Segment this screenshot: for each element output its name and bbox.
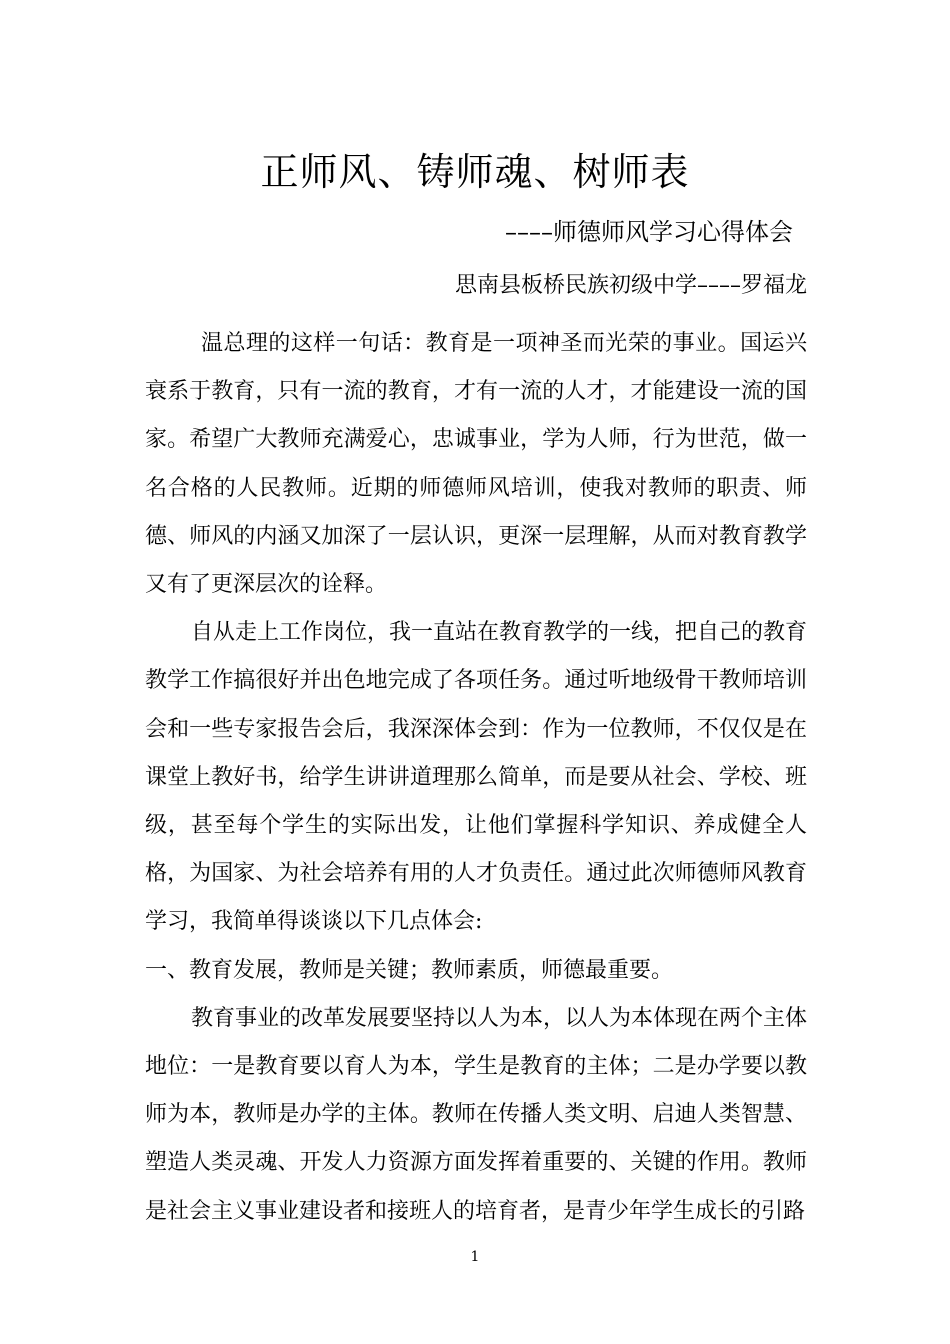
author-line: 思南县板桥民族初级中学––––罗福龙 (454, 273, 807, 298)
document-body (145, 320, 807, 1236)
page-number: 1 (470, 1249, 480, 1265)
document-title: 正师风、铸师魂、树师表 (260, 150, 690, 194)
body-paragraph: 教育事业的改革发展要坚持以人为本，以人为本体现在两个主体地位：一是教育要以育人为本，学生是教育的主体；二是办学要以教师为本，教师是办学的主体。教师在传播人类文明、启迪人类智慧、塑造人类灵魂、开发人力资源方面发挥着重要的、关键的作用。教师是社会主义事业建设者和接班人的培育者，是青少年学生成长的引路 (145, 1005, 808, 1224)
body-paragraph: 自从走上工作岗位，我一直站在教育教学的一线，把自己的教育教学工作搞很好并出色地完成了各项任务。通过听地级骨干教师培训会和一些专家报告会后，我深深体会到：作为一位教师，不仅仅是在课堂上教好书，给学生讲讲道理那么简单，而是要从社会、学校、班级，甚至每个学生的实际出发，让他们掌握科学知识、养成健全人格，为国家、为社会培养有用的人才负责任。通过此次师德师风教育学习，我简单得谈谈以下几点体会: (145, 620, 808, 935)
body-paragraph: 温总理的这样一句话：教育是一项神圣而光荣的事业。国运兴衰系于教育，只有一流的教育，才有一流的人才，才能建设一流的国家。希望广大教师充满爱心，忠诚事业，学为人师，行为世范，做一名合格的人民教师。近期的师德师风培训，使我对教师的职责、师德、师风的内涵又加深了一层认识，更深一层理解，从而对教育教学又有了更深层次的诠释。 (145, 331, 807, 598)
section-heading: 一、教育发展，教师是关键；教师素质，师德最重要。 (145, 957, 674, 983)
document-subtitle: ––––师德师风学习心得体会 (505, 218, 793, 246)
